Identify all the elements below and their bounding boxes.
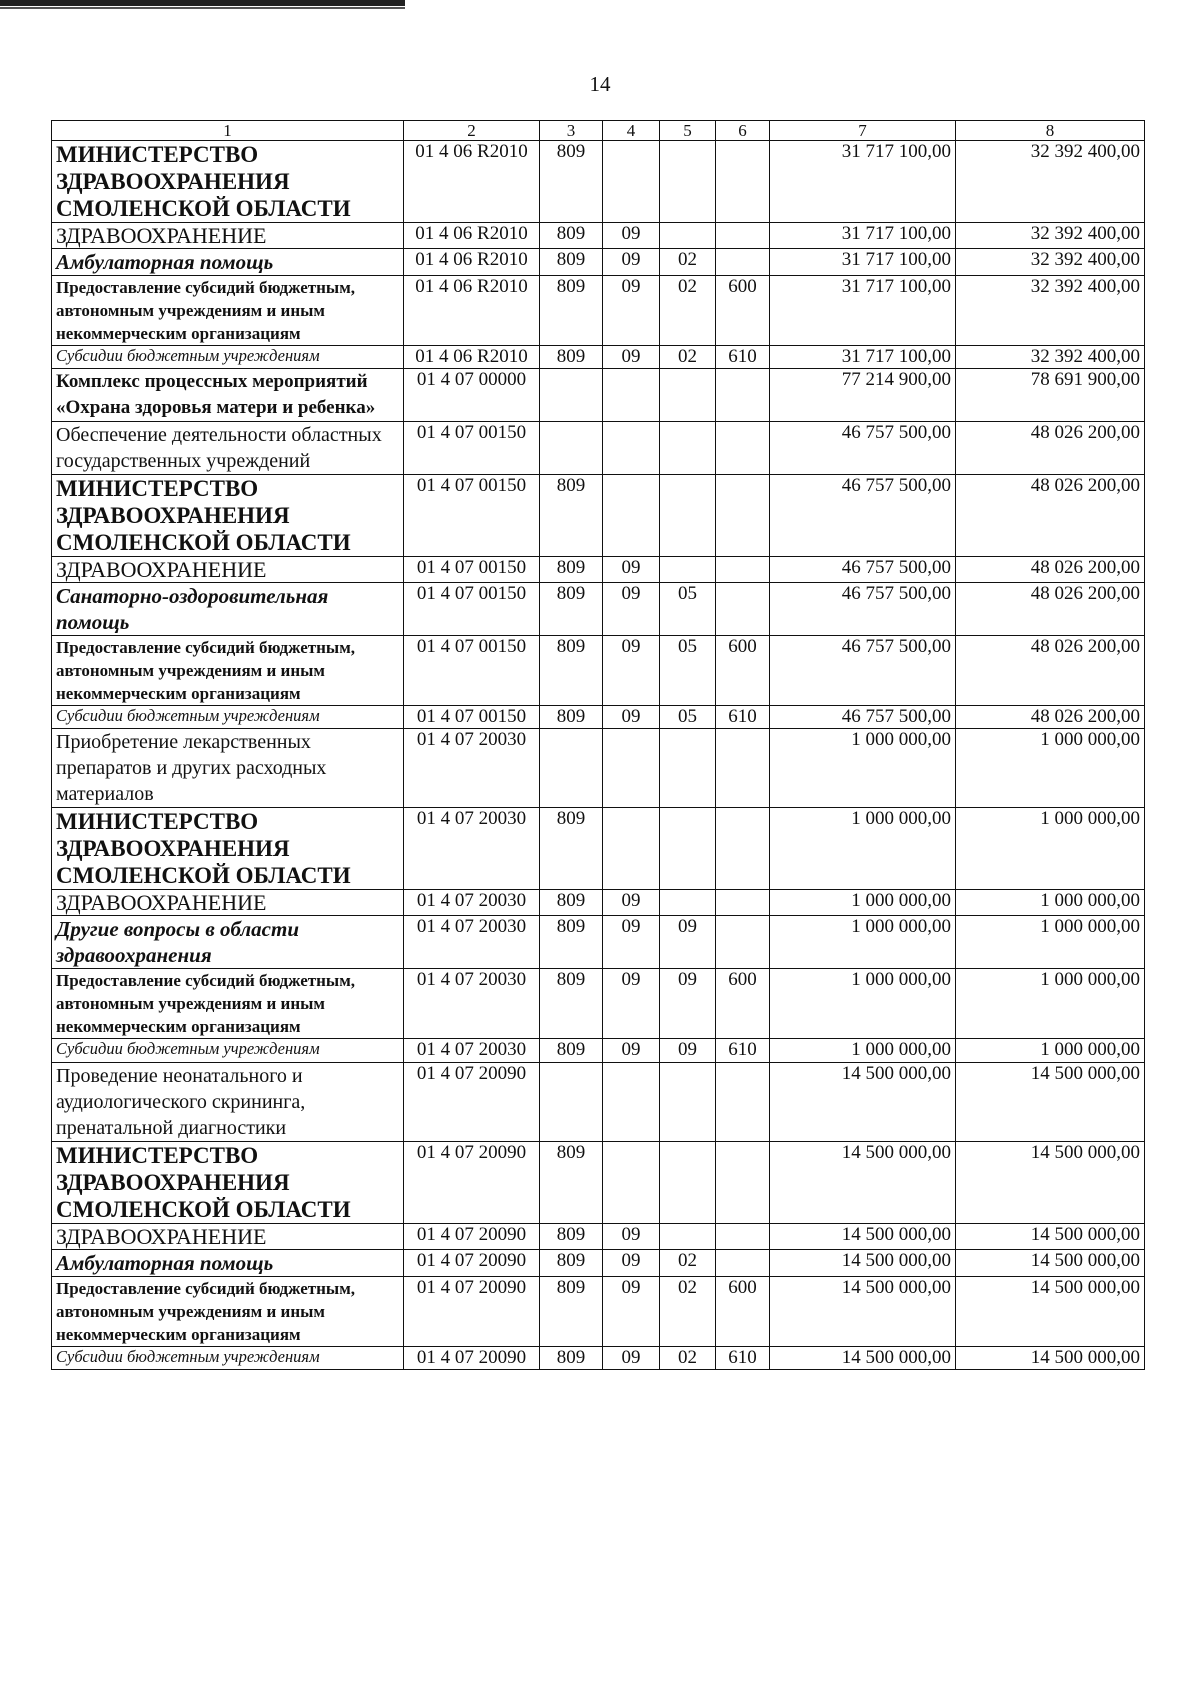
row-expense-type (716, 1249, 770, 1276)
row-section-code: 09 (603, 1249, 660, 1276)
table-row (52, 1062, 1145, 1141)
scan-edge-mark (0, 0, 405, 6)
table-row (52, 1346, 1145, 1369)
row-target-code: 01 4 07 20090 (404, 1346, 540, 1369)
table-row (52, 475, 1145, 557)
row-ministry-code: 809 (540, 890, 603, 916)
table-row (52, 706, 1145, 729)
row-amount-year2: 1 000 000,00 (956, 916, 1145, 969)
table-row (52, 808, 1145, 890)
row-section-code: 09 (603, 249, 660, 276)
row-expense-type (716, 1141, 770, 1223)
row-name: Комплекс процессных мероприятий «Охрана здоровья матери и ребенка» (52, 369, 404, 422)
row-name: Санаторно-оздоровительная помощь (52, 583, 404, 636)
row-name: Проведение неонатального и аудиологического скрининга, пренатальной диагностики (52, 1062, 404, 1141)
row-subsection-code (660, 422, 716, 475)
row-section-code: 09 (603, 636, 660, 706)
row-expense-type: 600 (716, 276, 770, 346)
row-section-code: 09 (603, 1223, 660, 1249)
row-ministry-code: 809 (540, 1346, 603, 1369)
table-row (52, 916, 1145, 969)
row-target-code: 01 4 07 00150 (404, 422, 540, 475)
row-section-code: 09 (603, 583, 660, 636)
row-name: МИНИСТЕРСТВО ЗДРАВООХРАНЕНИЯ СМОЛЕНСКОЙ ОБЛАСТИ (52, 141, 404, 223)
header-cell-5: 5 (660, 121, 716, 141)
row-expense-type (716, 422, 770, 475)
row-ministry-code: 809 (540, 1039, 603, 1062)
row-ministry-code: 809 (540, 557, 603, 583)
row-subsection-code: 09 (660, 916, 716, 969)
table-row (52, 1223, 1145, 1249)
row-name: Амбулаторная помощь (52, 249, 404, 276)
row-target-code: 01 4 07 00150 (404, 557, 540, 583)
table-body (52, 121, 1145, 1370)
row-amount-year1: 1 000 000,00 (770, 969, 956, 1039)
row-expense-type: 610 (716, 346, 770, 369)
row-expense-type: 600 (716, 636, 770, 706)
row-amount-year1: 46 757 500,00 (770, 636, 956, 706)
row-target-code: 01 4 07 20090 (404, 1249, 540, 1276)
row-subsection-code (660, 223, 716, 249)
header-cell-2: 2 (404, 121, 540, 141)
row-section-code: 09 (603, 1346, 660, 1369)
row-target-code: 01 4 06 R2010 (404, 346, 540, 369)
row-target-code: 01 4 07 00000 (404, 369, 540, 422)
row-subsection-code (660, 141, 716, 223)
row-amount-year2: 1 000 000,00 (956, 808, 1145, 890)
row-target-code: 01 4 07 20090 (404, 1062, 540, 1141)
row-amount-year1: 31 717 100,00 (770, 141, 956, 223)
row-amount-year2: 48 026 200,00 (956, 583, 1145, 636)
row-expense-type (716, 249, 770, 276)
row-amount-year1: 1 000 000,00 (770, 808, 956, 890)
header-cell-1: 1 (52, 121, 404, 141)
row-amount-year1: 14 500 000,00 (770, 1223, 956, 1249)
row-ministry-code (540, 1062, 603, 1141)
row-target-code: 01 4 06 R2010 (404, 249, 540, 276)
row-expense-type (716, 808, 770, 890)
row-expense-type: 610 (716, 1039, 770, 1062)
row-target-code: 01 4 07 00150 (404, 636, 540, 706)
row-expense-type (716, 890, 770, 916)
row-amount-year2: 48 026 200,00 (956, 636, 1145, 706)
row-amount-year2: 1 000 000,00 (956, 729, 1145, 808)
row-name: МИНИСТЕРСТВО ЗДРАВООХРАНЕНИЯ СМОЛЕНСКОЙ ОБЛАСТИ (52, 475, 404, 557)
row-expense-type (716, 1223, 770, 1249)
row-ministry-code: 809 (540, 583, 603, 636)
row-amount-year1: 31 717 100,00 (770, 223, 956, 249)
row-ministry-code: 809 (540, 1141, 603, 1223)
row-target-code: 01 4 07 20030 (404, 890, 540, 916)
row-amount-year2: 14 500 000,00 (956, 1346, 1145, 1369)
row-name: МИНИСТЕРСТВО ЗДРАВООХРАНЕНИЯ СМОЛЕНСКОЙ ОБЛАСТИ (52, 1141, 404, 1223)
row-name: Обеспечение деятельности областных государственных учреждений (52, 422, 404, 475)
table-row (52, 369, 1145, 422)
row-ministry-code: 809 (540, 969, 603, 1039)
header-cell-6: 6 (716, 121, 770, 141)
row-amount-year1: 31 717 100,00 (770, 346, 956, 369)
row-amount-year1: 77 214 900,00 (770, 369, 956, 422)
row-section-code (603, 1062, 660, 1141)
row-target-code: 01 4 07 20090 (404, 1223, 540, 1249)
row-amount-year2: 48 026 200,00 (956, 475, 1145, 557)
row-amount-year1: 31 717 100,00 (770, 249, 956, 276)
row-subsection-code: 02 (660, 1346, 716, 1369)
row-name: ЗДРАВООХРАНЕНИЕ (52, 223, 404, 249)
row-expense-type (716, 369, 770, 422)
row-name: Субсидии бюджетным учреждениям (52, 1039, 404, 1062)
row-name: Субсидии бюджетным учреждениям (52, 346, 404, 369)
row-target-code: 01 4 06 R2010 (404, 141, 540, 223)
row-expense-type: 610 (716, 706, 770, 729)
row-ministry-code: 809 (540, 916, 603, 969)
row-amount-year2: 48 026 200,00 (956, 422, 1145, 475)
row-name: Субсидии бюджетным учреждениям (52, 706, 404, 729)
row-amount-year1: 46 757 500,00 (770, 706, 956, 729)
row-subsection-code (660, 557, 716, 583)
row-amount-year2: 14 500 000,00 (956, 1141, 1145, 1223)
row-section-code (603, 1141, 660, 1223)
row-target-code: 01 4 07 00150 (404, 475, 540, 557)
row-subsection-code: 05 (660, 706, 716, 729)
row-expense-type (716, 1062, 770, 1141)
header-cell-8: 8 (956, 121, 1145, 141)
row-amount-year2: 48 026 200,00 (956, 557, 1145, 583)
row-name: ЗДРАВООХРАНЕНИЕ (52, 890, 404, 916)
row-amount-year1: 1 000 000,00 (770, 729, 956, 808)
row-target-code: 01 4 07 20030 (404, 916, 540, 969)
row-subsection-code (660, 729, 716, 808)
row-amount-year1: 14 500 000,00 (770, 1346, 956, 1369)
row-amount-year1: 14 500 000,00 (770, 1276, 956, 1346)
table-row (52, 276, 1145, 346)
row-amount-year2: 14 500 000,00 (956, 1276, 1145, 1346)
row-amount-year2: 1 000 000,00 (956, 890, 1145, 916)
row-target-code: 01 4 07 20030 (404, 808, 540, 890)
row-amount-year2: 14 500 000,00 (956, 1062, 1145, 1141)
row-ministry-code: 809 (540, 808, 603, 890)
row-section-code: 09 (603, 223, 660, 249)
row-subsection-code: 05 (660, 636, 716, 706)
row-section-code: 09 (603, 890, 660, 916)
header-row (52, 121, 1145, 141)
row-section-code (603, 422, 660, 475)
row-section-code: 09 (603, 969, 660, 1039)
row-target-code: 01 4 06 R2010 (404, 223, 540, 249)
row-target-code: 01 4 06 R2010 (404, 276, 540, 346)
row-subsection-code (660, 890, 716, 916)
table-row (52, 636, 1145, 706)
row-name: Субсидии бюджетным учреждениям (52, 1346, 404, 1369)
row-subsection-code: 02 (660, 276, 716, 346)
header-cell-7: 7 (770, 121, 956, 141)
budget-table (51, 120, 1145, 1370)
row-section-code (603, 369, 660, 422)
row-ministry-code (540, 729, 603, 808)
row-amount-year2: 78 691 900,00 (956, 369, 1145, 422)
row-section-code: 09 (603, 346, 660, 369)
row-ministry-code: 809 (540, 636, 603, 706)
row-expense-type: 600 (716, 1276, 770, 1346)
row-target-code: 01 4 07 00150 (404, 706, 540, 729)
row-section-code (603, 475, 660, 557)
row-ministry-code: 809 (540, 1223, 603, 1249)
row-amount-year2: 14 500 000,00 (956, 1249, 1145, 1276)
row-amount-year2: 32 392 400,00 (956, 276, 1145, 346)
row-amount-year1: 46 757 500,00 (770, 557, 956, 583)
row-section-code: 09 (603, 276, 660, 346)
table-row (52, 583, 1145, 636)
row-amount-year2: 14 500 000,00 (956, 1223, 1145, 1249)
row-amount-year1: 1 000 000,00 (770, 916, 956, 969)
row-target-code: 01 4 07 20030 (404, 1039, 540, 1062)
row-subsection-code (660, 1141, 716, 1223)
row-expense-type (716, 557, 770, 583)
row-expense-type (716, 141, 770, 223)
row-amount-year1: 46 757 500,00 (770, 583, 956, 636)
row-name: Предоставление субсидий бюджетным, автономным учреждениям и иным некоммерческим организациям (52, 276, 404, 346)
row-section-code (603, 808, 660, 890)
row-amount-year1: 14 500 000,00 (770, 1141, 956, 1223)
row-name: МИНИСТЕРСТВО ЗДРАВООХРАНЕНИЯ СМОЛЕНСКОЙ ОБЛАСТИ (52, 808, 404, 890)
table-row (52, 890, 1145, 916)
row-section-code: 09 (603, 557, 660, 583)
row-ministry-code: 809 (540, 1249, 603, 1276)
row-target-code: 01 4 07 20030 (404, 969, 540, 1039)
row-subsection-code (660, 475, 716, 557)
row-ministry-code: 809 (540, 276, 603, 346)
row-subsection-code: 09 (660, 1039, 716, 1062)
header-cell-4: 4 (603, 121, 660, 141)
table-row (52, 1276, 1145, 1346)
row-ministry-code: 809 (540, 475, 603, 557)
row-section-code: 09 (603, 706, 660, 729)
row-amount-year2: 1 000 000,00 (956, 969, 1145, 1039)
table-row (52, 223, 1145, 249)
row-section-code: 09 (603, 1276, 660, 1346)
row-subsection-code (660, 1223, 716, 1249)
row-amount-year2: 32 392 400,00 (956, 141, 1145, 223)
table-row (52, 1141, 1145, 1223)
row-amount-year1: 31 717 100,00 (770, 276, 956, 346)
row-subsection-code: 09 (660, 969, 716, 1039)
row-section-code (603, 729, 660, 808)
row-ministry-code: 809 (540, 706, 603, 729)
row-section-code (603, 141, 660, 223)
row-ministry-code (540, 369, 603, 422)
row-expense-type: 610 (716, 1346, 770, 1369)
row-ministry-code: 809 (540, 223, 603, 249)
row-amount-year1: 14 500 000,00 (770, 1062, 956, 1141)
table-row (52, 969, 1145, 1039)
row-target-code: 01 4 07 20090 (404, 1141, 540, 1223)
table-row (52, 249, 1145, 276)
row-amount-year1: 14 500 000,00 (770, 1249, 956, 1276)
row-ministry-code: 809 (540, 141, 603, 223)
row-expense-type (716, 223, 770, 249)
table-row (52, 557, 1145, 583)
row-subsection-code: 05 (660, 583, 716, 636)
row-subsection-code: 02 (660, 1276, 716, 1346)
row-expense-type (716, 583, 770, 636)
row-amount-year2: 48 026 200,00 (956, 706, 1145, 729)
row-ministry-code: 809 (540, 249, 603, 276)
table-row (52, 346, 1145, 369)
row-amount-year1: 1 000 000,00 (770, 890, 956, 916)
table-row (52, 1249, 1145, 1276)
row-subsection-code (660, 1062, 716, 1141)
row-name: Предоставление субсидий бюджетным, автономным учреждениям и иным некоммерческим организациям (52, 969, 404, 1039)
row-name: ЗДРАВООХРАНЕНИЕ (52, 1223, 404, 1249)
page-number: 14 (589, 72, 611, 96)
row-ministry-code: 809 (540, 346, 603, 369)
row-name: ЗДРАВООХРАНЕНИЕ (52, 557, 404, 583)
row-expense-type (716, 475, 770, 557)
table-row (52, 729, 1145, 808)
row-amount-year2: 32 392 400,00 (956, 249, 1145, 276)
row-target-code: 01 4 07 00150 (404, 583, 540, 636)
row-expense-type (716, 729, 770, 808)
scan-edge-line (0, 7, 405, 9)
row-subsection-code: 02 (660, 346, 716, 369)
row-amount-year2: 32 392 400,00 (956, 346, 1145, 369)
row-name: Приобретение лекарственных препаратов и других расходных материалов (52, 729, 404, 808)
row-target-code: 01 4 07 20030 (404, 729, 540, 808)
row-amount-year1: 46 757 500,00 (770, 475, 956, 557)
row-subsection-code: 02 (660, 1249, 716, 1276)
row-amount-year1: 1 000 000,00 (770, 1039, 956, 1062)
row-subsection-code (660, 369, 716, 422)
row-name: Другие вопросы в области здравоохранения (52, 916, 404, 969)
table-row (52, 1039, 1145, 1062)
row-amount-year2: 1 000 000,00 (956, 1039, 1145, 1062)
row-expense-type: 600 (716, 969, 770, 1039)
row-ministry-code: 809 (540, 1276, 603, 1346)
row-section-code: 09 (603, 916, 660, 969)
table-row (52, 141, 1145, 223)
table-row (52, 422, 1145, 475)
row-section-code: 09 (603, 1039, 660, 1062)
row-name: Предоставление субсидий бюджетным, автономным учреждениям и иным некоммерческим организациям (52, 636, 404, 706)
header-cell-3: 3 (540, 121, 603, 141)
row-target-code: 01 4 07 20090 (404, 1276, 540, 1346)
row-name: Предоставление субсидий бюджетным, автономным учреждениям и иным некоммерческим организациям (52, 1276, 404, 1346)
row-expense-type (716, 916, 770, 969)
row-name: Амбулаторная помощь (52, 1249, 404, 1276)
row-subsection-code (660, 808, 716, 890)
row-ministry-code (540, 422, 603, 475)
row-subsection-code: 02 (660, 249, 716, 276)
row-amount-year1: 46 757 500,00 (770, 422, 956, 475)
row-amount-year2: 32 392 400,00 (956, 223, 1145, 249)
